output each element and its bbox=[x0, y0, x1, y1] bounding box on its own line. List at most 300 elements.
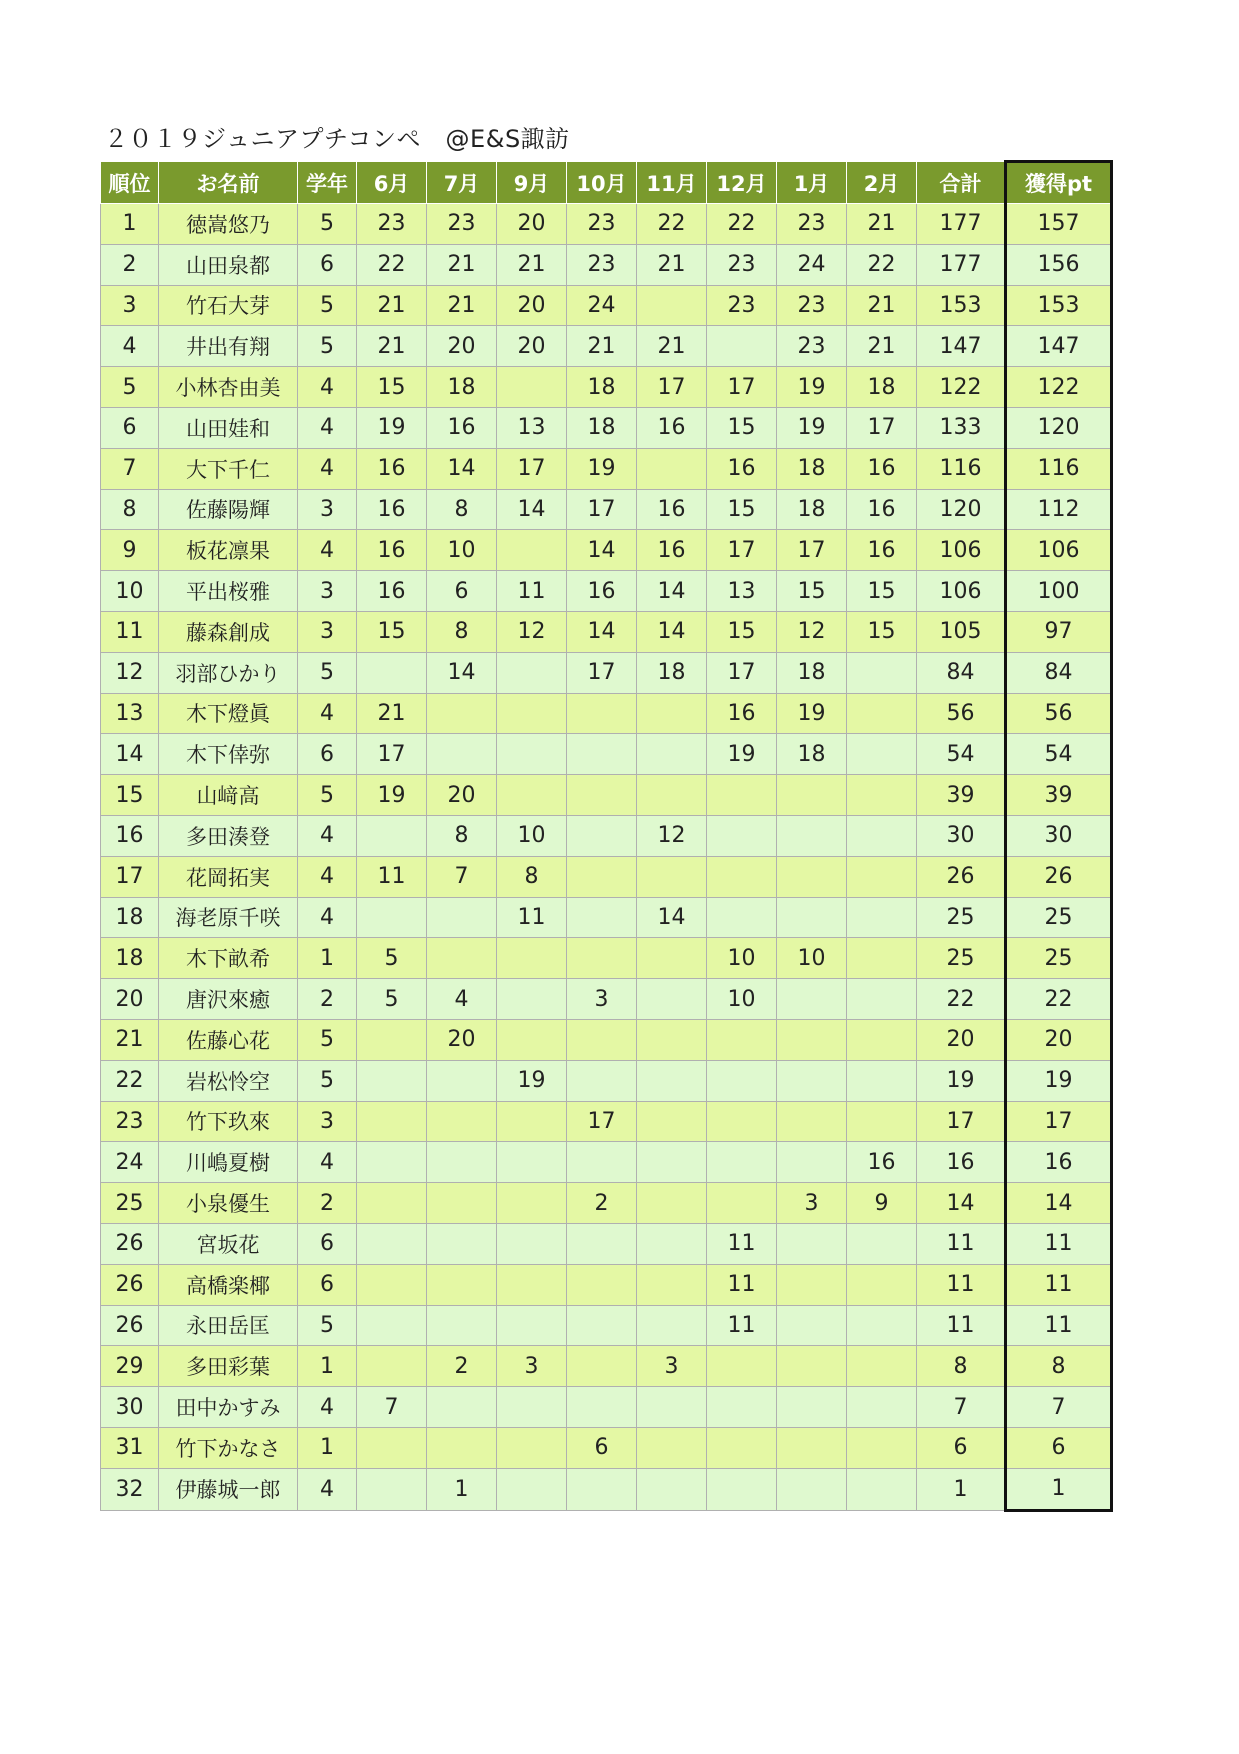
cell-name: 永田岳匡 bbox=[159, 1305, 298, 1346]
cell-october: 23 bbox=[567, 204, 637, 245]
cell-total: 30 bbox=[917, 815, 1006, 856]
cell-july: 21 bbox=[427, 285, 497, 326]
cell-december: 22 bbox=[707, 204, 777, 245]
cell-september bbox=[497, 1264, 567, 1305]
cell-november bbox=[637, 734, 707, 775]
cell-december bbox=[707, 1060, 777, 1101]
cell-total: 25 bbox=[917, 897, 1006, 938]
cell-december: 15 bbox=[707, 611, 777, 652]
cell-november: 18 bbox=[637, 652, 707, 693]
cell-october: 17 bbox=[567, 489, 637, 530]
cell-name: 小泉優生 bbox=[159, 1183, 298, 1224]
cell-november bbox=[637, 1387, 707, 1428]
cell-january: 19 bbox=[777, 367, 847, 408]
table-row bbox=[101, 734, 1112, 775]
cell-rank: 31 bbox=[101, 1427, 159, 1468]
cell-november bbox=[637, 448, 707, 489]
cell-december: 15 bbox=[707, 407, 777, 448]
cell-july bbox=[427, 693, 497, 734]
cell-name: 竹石大芽 bbox=[159, 285, 298, 326]
cell-december bbox=[707, 1101, 777, 1142]
cell-january: 19 bbox=[777, 407, 847, 448]
cell-september bbox=[497, 1183, 567, 1224]
cell-september bbox=[497, 979, 567, 1020]
cell-total: 11 bbox=[917, 1305, 1006, 1346]
cell-total: 122 bbox=[917, 367, 1006, 408]
cell-rank: 22 bbox=[101, 1060, 159, 1101]
cell-january bbox=[777, 1223, 847, 1264]
cell-october bbox=[567, 1019, 637, 1060]
cell-december bbox=[707, 1019, 777, 1060]
cell-grade: 4 bbox=[298, 367, 357, 408]
cell-name: 多田彩葉 bbox=[159, 1346, 298, 1387]
cell-october bbox=[567, 1387, 637, 1428]
cell-january bbox=[777, 775, 847, 816]
cell-december: 11 bbox=[707, 1223, 777, 1264]
cell-july: 1 bbox=[427, 1468, 497, 1510]
cell-grade: 5 bbox=[298, 1060, 357, 1101]
cell-rank: 18 bbox=[101, 897, 159, 938]
cell-june: 16 bbox=[357, 489, 427, 530]
table-row bbox=[101, 611, 1112, 652]
cell-november: 16 bbox=[637, 407, 707, 448]
table-row bbox=[101, 815, 1112, 856]
cell-october: 17 bbox=[567, 1101, 637, 1142]
cell-september: 20 bbox=[497, 326, 567, 367]
cell-september bbox=[497, 734, 567, 775]
cell-september: 20 bbox=[497, 285, 567, 326]
cell-name: 小林杏由美 bbox=[159, 367, 298, 408]
cell-december: 23 bbox=[707, 244, 777, 285]
cell-grade: 4 bbox=[298, 693, 357, 734]
cell-points: 17 bbox=[1006, 1101, 1112, 1142]
cell-september: 20 bbox=[497, 204, 567, 245]
cell-february: 15 bbox=[847, 571, 917, 612]
cell-june bbox=[357, 1019, 427, 1060]
cell-july bbox=[427, 1223, 497, 1264]
cell-september bbox=[497, 367, 567, 408]
cell-january: 19 bbox=[777, 693, 847, 734]
cell-rank: 7 bbox=[101, 448, 159, 489]
cell-january: 3 bbox=[777, 1183, 847, 1224]
cell-november: 17 bbox=[637, 367, 707, 408]
table-row bbox=[101, 1019, 1112, 1060]
cell-june: 19 bbox=[357, 407, 427, 448]
cell-september bbox=[497, 652, 567, 693]
cell-grade: 4 bbox=[298, 448, 357, 489]
cell-september: 8 bbox=[497, 856, 567, 897]
cell-total: 17 bbox=[917, 1101, 1006, 1142]
cell-rank: 8 bbox=[101, 489, 159, 530]
cell-october: 18 bbox=[567, 407, 637, 448]
cell-june: 22 bbox=[357, 244, 427, 285]
header-grade: 学年 bbox=[298, 162, 357, 204]
cell-february: 15 bbox=[847, 611, 917, 652]
cell-november bbox=[637, 693, 707, 734]
cell-name: 佐藤心花 bbox=[159, 1019, 298, 1060]
cell-january: 18 bbox=[777, 652, 847, 693]
cell-july: 14 bbox=[427, 652, 497, 693]
cell-october bbox=[567, 856, 637, 897]
ranking-table bbox=[100, 160, 1113, 1512]
header-row bbox=[101, 162, 1112, 204]
cell-points: 19 bbox=[1006, 1060, 1112, 1101]
cell-rank: 30 bbox=[101, 1387, 159, 1428]
cell-january: 18 bbox=[777, 448, 847, 489]
cell-december: 23 bbox=[707, 285, 777, 326]
cell-points: 156 bbox=[1006, 244, 1112, 285]
cell-grade: 1 bbox=[298, 938, 357, 979]
header-november: 11月 bbox=[637, 162, 707, 204]
cell-february: 16 bbox=[847, 1142, 917, 1183]
cell-total: 11 bbox=[917, 1223, 1006, 1264]
cell-points: 1 bbox=[1006, 1468, 1112, 1510]
table-row bbox=[101, 1101, 1112, 1142]
table-row bbox=[101, 530, 1112, 571]
cell-december: 17 bbox=[707, 530, 777, 571]
cell-rank: 1 bbox=[101, 204, 159, 245]
cell-grade: 4 bbox=[298, 1387, 357, 1428]
cell-september: 11 bbox=[497, 897, 567, 938]
cell-october bbox=[567, 734, 637, 775]
cell-grade: 4 bbox=[298, 530, 357, 571]
cell-september bbox=[497, 1305, 567, 1346]
cell-october: 18 bbox=[567, 367, 637, 408]
cell-points: 39 bbox=[1006, 775, 1112, 816]
cell-october bbox=[567, 1346, 637, 1387]
table-row bbox=[101, 1427, 1112, 1468]
table-row bbox=[101, 1142, 1112, 1183]
cell-january bbox=[777, 1060, 847, 1101]
cell-total: 20 bbox=[917, 1019, 1006, 1060]
cell-january bbox=[777, 856, 847, 897]
cell-january: 23 bbox=[777, 326, 847, 367]
cell-points: 22 bbox=[1006, 979, 1112, 1020]
cell-december bbox=[707, 1183, 777, 1224]
cell-grade: 4 bbox=[298, 856, 357, 897]
cell-july: 16 bbox=[427, 407, 497, 448]
cell-december bbox=[707, 1142, 777, 1183]
cell-october bbox=[567, 693, 637, 734]
cell-rank: 5 bbox=[101, 367, 159, 408]
cell-name: 川嶋夏樹 bbox=[159, 1142, 298, 1183]
cell-grade: 3 bbox=[298, 611, 357, 652]
cell-july bbox=[427, 1427, 497, 1468]
header-june: 6月 bbox=[357, 162, 427, 204]
cell-total: 147 bbox=[917, 326, 1006, 367]
cell-july bbox=[427, 1142, 497, 1183]
table-row bbox=[101, 1183, 1112, 1224]
cell-october bbox=[567, 1305, 637, 1346]
cell-february bbox=[847, 1060, 917, 1101]
cell-grade: 6 bbox=[298, 734, 357, 775]
cell-grade: 2 bbox=[298, 1183, 357, 1224]
cell-june: 5 bbox=[357, 979, 427, 1020]
cell-november bbox=[637, 979, 707, 1020]
cell-october: 23 bbox=[567, 244, 637, 285]
cell-name: 藤森創成 bbox=[159, 611, 298, 652]
cell-june: 16 bbox=[357, 530, 427, 571]
cell-rank: 4 bbox=[101, 326, 159, 367]
cell-name: 伊藤城一郎 bbox=[159, 1468, 298, 1510]
cell-points: 97 bbox=[1006, 611, 1112, 652]
cell-june: 16 bbox=[357, 571, 427, 612]
cell-name: 板花凛果 bbox=[159, 530, 298, 571]
cell-december: 13 bbox=[707, 571, 777, 612]
cell-june bbox=[357, 1305, 427, 1346]
cell-grade: 6 bbox=[298, 1264, 357, 1305]
table-row bbox=[101, 775, 1112, 816]
cell-december: 17 bbox=[707, 367, 777, 408]
cell-february bbox=[847, 1264, 917, 1305]
cell-november: 12 bbox=[637, 815, 707, 856]
cell-june: 21 bbox=[357, 285, 427, 326]
cell-september bbox=[497, 693, 567, 734]
cell-january bbox=[777, 815, 847, 856]
cell-july bbox=[427, 1264, 497, 1305]
cell-september bbox=[497, 1223, 567, 1264]
cell-points: 26 bbox=[1006, 856, 1112, 897]
cell-rank: 18 bbox=[101, 938, 159, 979]
cell-september bbox=[497, 1468, 567, 1510]
cell-september bbox=[497, 530, 567, 571]
cell-february bbox=[847, 693, 917, 734]
cell-grade: 2 bbox=[298, 979, 357, 1020]
cell-rank: 26 bbox=[101, 1264, 159, 1305]
cell-october bbox=[567, 1468, 637, 1510]
cell-september bbox=[497, 938, 567, 979]
cell-june bbox=[357, 1183, 427, 1224]
cell-december: 16 bbox=[707, 693, 777, 734]
cell-july: 2 bbox=[427, 1346, 497, 1387]
cell-grade: 4 bbox=[298, 1142, 357, 1183]
cell-points: 7 bbox=[1006, 1387, 1112, 1428]
cell-december: 10 bbox=[707, 979, 777, 1020]
cell-rank: 15 bbox=[101, 775, 159, 816]
cell-total: 7 bbox=[917, 1387, 1006, 1428]
cell-october: 14 bbox=[567, 611, 637, 652]
cell-name: 花岡拓実 bbox=[159, 856, 298, 897]
cell-rank: 16 bbox=[101, 815, 159, 856]
cell-february: 17 bbox=[847, 407, 917, 448]
cell-name: 岩松怜空 bbox=[159, 1060, 298, 1101]
cell-october bbox=[567, 1223, 637, 1264]
cell-september: 12 bbox=[497, 611, 567, 652]
cell-november: 21 bbox=[637, 244, 707, 285]
cell-june bbox=[357, 1060, 427, 1101]
cell-rank: 25 bbox=[101, 1183, 159, 1224]
cell-june bbox=[357, 1101, 427, 1142]
header-name: お名前 bbox=[159, 162, 298, 204]
cell-september bbox=[497, 1019, 567, 1060]
cell-name: 海老原千咲 bbox=[159, 897, 298, 938]
cell-november bbox=[637, 1264, 707, 1305]
cell-june: 15 bbox=[357, 611, 427, 652]
cell-points: 84 bbox=[1006, 652, 1112, 693]
cell-points: 112 bbox=[1006, 489, 1112, 530]
cell-february: 16 bbox=[847, 448, 917, 489]
cell-november: 16 bbox=[637, 489, 707, 530]
cell-july: 20 bbox=[427, 775, 497, 816]
cell-november bbox=[637, 285, 707, 326]
cell-january bbox=[777, 979, 847, 1020]
table-body bbox=[101, 204, 1112, 1511]
cell-september: 3 bbox=[497, 1346, 567, 1387]
cell-june: 11 bbox=[357, 856, 427, 897]
cell-february bbox=[847, 652, 917, 693]
header-september: 9月 bbox=[497, 162, 567, 204]
cell-grade: 1 bbox=[298, 1427, 357, 1468]
cell-february: 9 bbox=[847, 1183, 917, 1224]
cell-name: 木下畝希 bbox=[159, 938, 298, 979]
cell-july: 8 bbox=[427, 489, 497, 530]
cell-february bbox=[847, 1346, 917, 1387]
cell-january: 23 bbox=[777, 285, 847, 326]
cell-rank: 21 bbox=[101, 1019, 159, 1060]
cell-november: 21 bbox=[637, 326, 707, 367]
cell-rank: 13 bbox=[101, 693, 159, 734]
cell-december: 11 bbox=[707, 1264, 777, 1305]
cell-name: 山﨑高 bbox=[159, 775, 298, 816]
cell-name: 高橋楽椰 bbox=[159, 1264, 298, 1305]
cell-june bbox=[357, 1142, 427, 1183]
cell-july bbox=[427, 1060, 497, 1101]
cell-october: 19 bbox=[567, 448, 637, 489]
cell-name: 竹下かなさ bbox=[159, 1427, 298, 1468]
cell-total: 26 bbox=[917, 856, 1006, 897]
cell-rank: 11 bbox=[101, 611, 159, 652]
cell-november: 14 bbox=[637, 571, 707, 612]
table-row bbox=[101, 1223, 1112, 1264]
cell-july: 20 bbox=[427, 326, 497, 367]
cell-points: 11 bbox=[1006, 1305, 1112, 1346]
cell-october: 14 bbox=[567, 530, 637, 571]
cell-june bbox=[357, 1223, 427, 1264]
cell-september bbox=[497, 1427, 567, 1468]
table-row bbox=[101, 407, 1112, 448]
cell-name: 平出桜雅 bbox=[159, 571, 298, 612]
cell-name: 竹下玖來 bbox=[159, 1101, 298, 1142]
cell-june: 16 bbox=[357, 448, 427, 489]
header-january: 1月 bbox=[777, 162, 847, 204]
cell-total: 105 bbox=[917, 611, 1006, 652]
cell-january bbox=[777, 1264, 847, 1305]
cell-july: 23 bbox=[427, 204, 497, 245]
cell-january bbox=[777, 1142, 847, 1183]
cell-february bbox=[847, 1019, 917, 1060]
cell-july bbox=[427, 1183, 497, 1224]
cell-january: 18 bbox=[777, 734, 847, 775]
cell-february: 21 bbox=[847, 204, 917, 245]
cell-total: 1 bbox=[917, 1468, 1006, 1510]
cell-february bbox=[847, 775, 917, 816]
table-row bbox=[101, 367, 1112, 408]
header-july: 7月 bbox=[427, 162, 497, 204]
cell-november bbox=[637, 775, 707, 816]
cell-grade: 5 bbox=[298, 326, 357, 367]
cell-june: 5 bbox=[357, 938, 427, 979]
cell-february bbox=[847, 1305, 917, 1346]
cell-grade: 5 bbox=[298, 775, 357, 816]
cell-january bbox=[777, 1019, 847, 1060]
cell-rank: 23 bbox=[101, 1101, 159, 1142]
cell-points: 16 bbox=[1006, 1142, 1112, 1183]
cell-january bbox=[777, 1346, 847, 1387]
cell-july bbox=[427, 897, 497, 938]
cell-grade: 5 bbox=[298, 1305, 357, 1346]
cell-total: 177 bbox=[917, 204, 1006, 245]
cell-february bbox=[847, 856, 917, 897]
cell-september: 11 bbox=[497, 571, 567, 612]
cell-rank: 3 bbox=[101, 285, 159, 326]
cell-grade: 3 bbox=[298, 1101, 357, 1142]
cell-points: 120 bbox=[1006, 407, 1112, 448]
cell-november: 3 bbox=[637, 1346, 707, 1387]
cell-october bbox=[567, 938, 637, 979]
cell-total: 106 bbox=[917, 571, 1006, 612]
cell-november bbox=[637, 1427, 707, 1468]
cell-september: 21 bbox=[497, 244, 567, 285]
cell-grade: 5 bbox=[298, 1019, 357, 1060]
cell-name: 羽部ひかり bbox=[159, 652, 298, 693]
cell-february bbox=[847, 897, 917, 938]
cell-december bbox=[707, 1427, 777, 1468]
cell-june bbox=[357, 652, 427, 693]
cell-december bbox=[707, 1387, 777, 1428]
cell-november bbox=[637, 1183, 707, 1224]
cell-points: 20 bbox=[1006, 1019, 1112, 1060]
cell-july: 20 bbox=[427, 1019, 497, 1060]
cell-points: 11 bbox=[1006, 1223, 1112, 1264]
cell-january bbox=[777, 1387, 847, 1428]
table-row bbox=[101, 326, 1112, 367]
cell-points: 30 bbox=[1006, 815, 1112, 856]
cell-october: 24 bbox=[567, 285, 637, 326]
cell-july: 21 bbox=[427, 244, 497, 285]
cell-june: 21 bbox=[357, 693, 427, 734]
cell-name: 大下千仁 bbox=[159, 448, 298, 489]
cell-name: 木下燈眞 bbox=[159, 693, 298, 734]
cell-points: 153 bbox=[1006, 285, 1112, 326]
cell-june bbox=[357, 815, 427, 856]
header-total: 合計 bbox=[917, 162, 1006, 204]
cell-rank: 14 bbox=[101, 734, 159, 775]
cell-total: 120 bbox=[917, 489, 1006, 530]
header-february: 2月 bbox=[847, 162, 917, 204]
table-row bbox=[101, 489, 1112, 530]
cell-total: 16 bbox=[917, 1142, 1006, 1183]
cell-points: 56 bbox=[1006, 693, 1112, 734]
cell-november bbox=[637, 1468, 707, 1510]
cell-grade: 4 bbox=[298, 407, 357, 448]
cell-july bbox=[427, 938, 497, 979]
cell-points: 25 bbox=[1006, 897, 1112, 938]
cell-june: 15 bbox=[357, 367, 427, 408]
cell-rank: 6 bbox=[101, 407, 159, 448]
cell-january: 24 bbox=[777, 244, 847, 285]
table-row bbox=[101, 979, 1112, 1020]
cell-february bbox=[847, 979, 917, 1020]
cell-november: 14 bbox=[637, 611, 707, 652]
cell-july: 8 bbox=[427, 815, 497, 856]
cell-february: 16 bbox=[847, 489, 917, 530]
cell-september: 17 bbox=[497, 448, 567, 489]
cell-points: 122 bbox=[1006, 367, 1112, 408]
cell-june: 7 bbox=[357, 1387, 427, 1428]
cell-points: 106 bbox=[1006, 530, 1112, 571]
cell-december bbox=[707, 856, 777, 897]
cell-february bbox=[847, 1387, 917, 1428]
